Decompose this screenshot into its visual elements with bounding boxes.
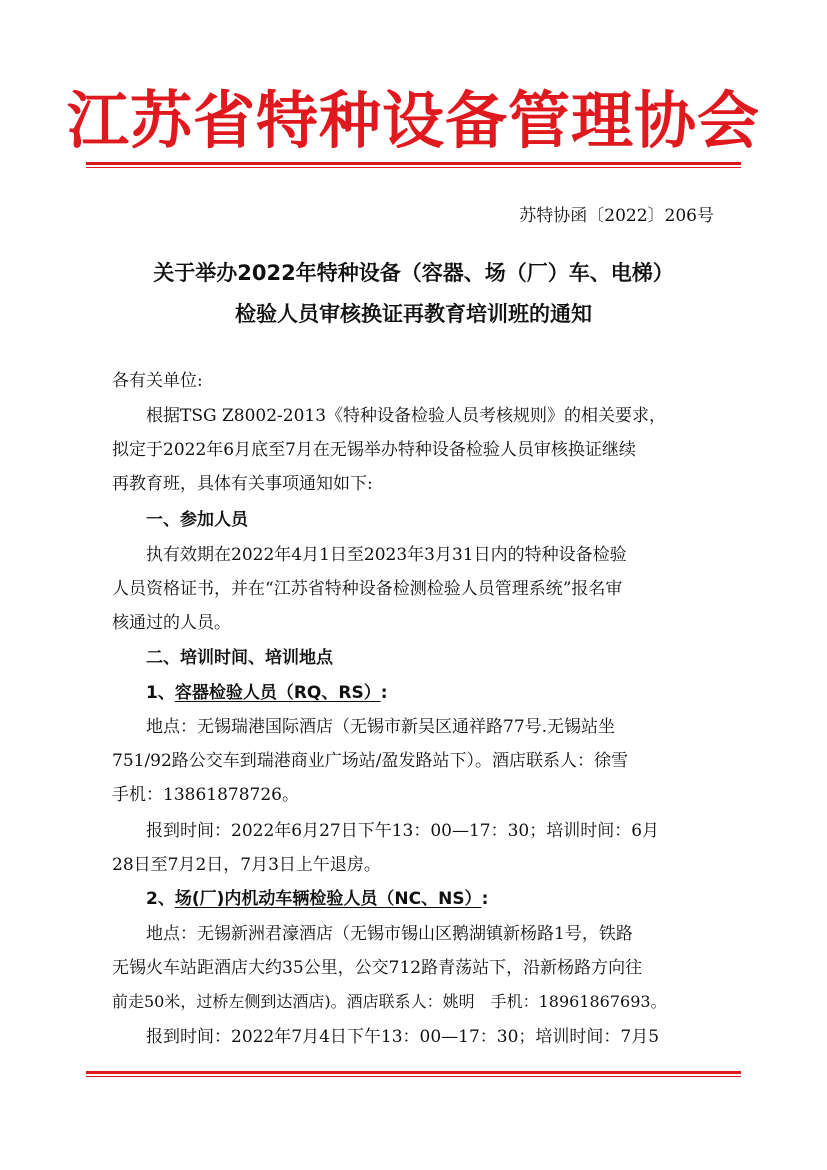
vehicle-schedule-line: 报到时间：2022年7月4日下午13：00—17：30；培训时间：7月5 <box>146 1027 660 1047</box>
item-colon: : <box>380 683 388 703</box>
intro-line: 根据TSG Z8002-2013《特种设备检验人员考核规则》的相关要求， <box>146 406 667 426</box>
footer-rule-thick <box>86 1071 741 1074</box>
vessel-schedule-line: 报到时间：2022年6月27日下午13：00—17：30；培训时间：6月 <box>146 821 660 841</box>
vehicle-location-line: 无锡火车站距酒店大约35公里，公交712路青荡站下，沿新杨路方向往 <box>112 958 643 978</box>
participants-line: 核通过的人员。 <box>112 613 231 633</box>
vehicle-location-line: 地点：无锡新洲君濠酒店（无锡市锡山区鹅湖镇新杨路1号，铁路 <box>146 924 633 944</box>
item-colon: : <box>481 889 489 909</box>
vehicle-location-line: 前走50米，过桥左侧到达酒店)。酒店联系人：姚明 手机：18961867693。 <box>112 992 667 1011</box>
notice-title-line-1: 关于举办2022年特种设备（容器、场（厂）车、电梯） <box>153 261 674 285</box>
item-number: 2、 <box>146 889 175 909</box>
footer-rule-thin <box>86 1076 741 1077</box>
item-number: 1、 <box>146 683 175 703</box>
vessel-schedule-line: 28日至7月2日，7月3日上午退房。 <box>112 855 381 875</box>
intro-line: 再教育班，具体有关事项通知如下: <box>112 474 373 494</box>
item-heading-vehicle-inspectors <box>146 887 488 911</box>
intro-line: 拟定于2022年6月底至7月在无锡举办特种设备检验人员审核换证继续 <box>112 440 636 460</box>
salutation: 各有关单位: <box>112 371 203 391</box>
vessel-location-line: 751/92路公交车到瑞港商业广场站/盈发路站下）。酒店联系人：徐雪 <box>112 751 629 771</box>
item-title: 场(厂)内机动车辆检验人员（NC、NS） <box>174 889 482 909</box>
vessel-location-line: 地点：无锡瑞港国际酒店（无锡市新吴区通祥路77号.无锡站坐 <box>146 717 616 737</box>
item-title: 容器检验人员（RQ、RS） <box>174 683 381 703</box>
letterhead-rule-thin <box>86 167 741 168</box>
participants-line: 人员资格证书，并在“江苏省特种设备检测检验人员管理系统”报名审 <box>112 579 623 599</box>
vessel-location-line: 手机：13861878726。 <box>112 785 299 805</box>
participants-line: 执有效期在2022年4月1日至2023年3月31日内的特种设备检验 <box>146 545 627 565</box>
section-heading-time-place: 二、培训时间、培训地点 <box>146 648 333 668</box>
section-heading-participants: 一、参加人员 <box>146 510 248 530</box>
notice-title-line-2: 检验人员审核换证再教育培训班的通知 <box>235 302 592 326</box>
document-number: 苏特协函〔2022〕206号 <box>519 206 714 226</box>
organization-letterhead: 江苏省特种设备管理协会 <box>66 84 760 157</box>
item-heading-vessel-inspectors <box>146 681 388 705</box>
letterhead-rule-thick <box>86 162 741 165</box>
